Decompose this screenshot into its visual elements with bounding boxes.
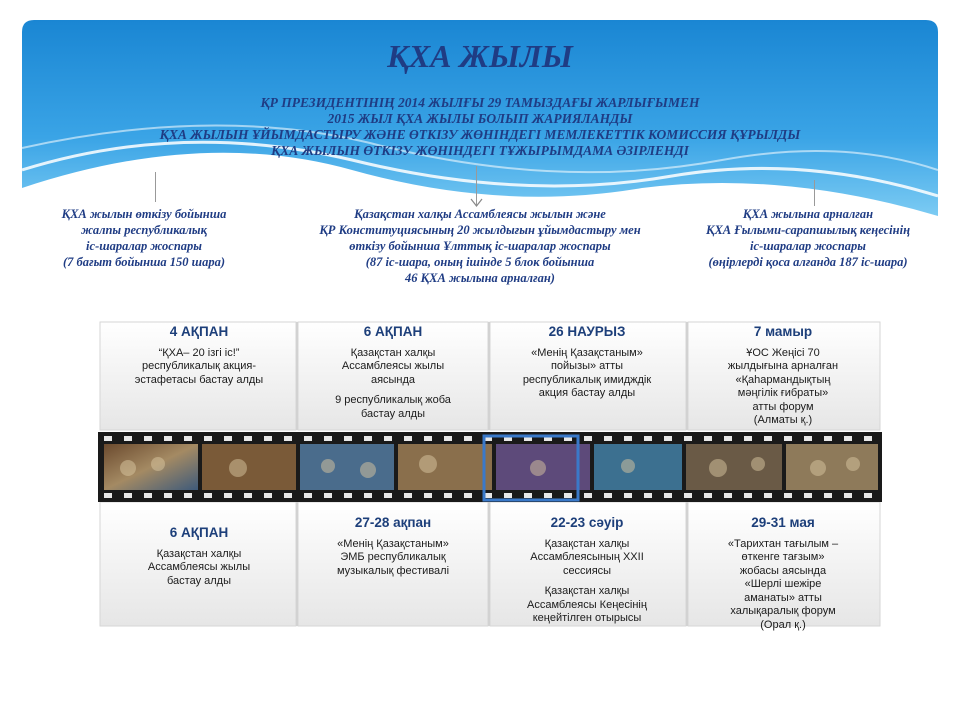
event-card <box>688 516 878 632</box>
event-card <box>492 516 682 626</box>
connector-line <box>814 180 815 206</box>
event-date: 22-23 сәуір <box>550 515 624 530</box>
event-text: «Тарихтан тағылым – <box>727 537 839 550</box>
event-card <box>492 325 682 401</box>
event-card <box>104 526 294 588</box>
event-text: акция бастау алды <box>538 387 636 399</box>
plan-line: Қазақстан халқы Ассамблеясы жылын және <box>354 207 606 221</box>
plan-line: іс-шаралар жоспары <box>750 239 866 253</box>
event-text: (Орал қ.) <box>760 618 806 631</box>
subtitle-line: ҚР ПРЕЗИДЕНТІНІҢ 2014 ЖЫЛҒЫ 29 ТАМЫЗДАҒЫ ЖАРЛЫҒЫМЕН <box>260 95 700 110</box>
event-text: «Менің Қазақстаным» <box>531 346 643 359</box>
event-text: бастау алды <box>167 574 231 587</box>
page-title: ҚХА ЖЫЛЫ <box>387 38 573 74</box>
event-text: бастау алды <box>361 407 425 420</box>
event-text: жылдығына арналған <box>727 360 839 372</box>
event-date: 4 АҚПАН <box>169 324 229 339</box>
event-text: мәңгілік ғибраты» <box>737 387 829 399</box>
event-text: халықаралық форум <box>730 605 836 617</box>
connector-line <box>155 172 156 202</box>
event-text: пойызы» атты <box>550 360 624 372</box>
event-text: Ассамблеясының XXII <box>530 551 644 563</box>
subtitle-block <box>60 95 900 159</box>
event-text: Қазақстан халқы <box>350 346 436 359</box>
event-date: 27-28 ақпан <box>354 515 432 530</box>
plan-right <box>678 206 938 270</box>
spacer <box>298 387 488 394</box>
event-text: музыкалық фестивалі <box>336 564 450 577</box>
event-text: Ассамблеясы жылы <box>147 561 251 573</box>
event-text: Қазақстан халқы <box>156 547 242 560</box>
event-text: кеңейтілген отырысы <box>532 612 642 624</box>
event-date: 6 АҚПАН <box>363 324 423 339</box>
event-date: 7 мамыр <box>753 324 813 339</box>
plan-line: (7 бағыт бойынша 150 шара) <box>62 255 226 269</box>
event-date: 6 АҚПАН <box>169 525 229 540</box>
plan-line: жалпы республикалық <box>81 223 207 237</box>
spacer <box>492 578 682 585</box>
event-text: аясында <box>370 373 416 386</box>
event-text: “ҚХА– 20 ізгі іс!” <box>158 346 240 359</box>
subtitle-line: ҚХА ЖЫЛЫН ҰЙЫМДАСТЫРУ ЖӘНЕ ӨТКІЗУ ЖӨНІНДЕГІ МЕМЛЕКЕТТІК КОМИССИЯ ҚҰРЫЛДЫ <box>159 127 801 142</box>
plan-left <box>24 206 264 270</box>
event-text: эстафетасы бастау алды <box>134 373 264 386</box>
event-card <box>298 325 488 421</box>
event-text: аманаты» атты <box>744 591 822 604</box>
plan-center <box>268 206 692 286</box>
event-text: республикалық акция- <box>141 360 257 372</box>
event-card <box>298 516 488 578</box>
plan-line: (өңірлерді қоса алғанда 187 іс-шара) <box>708 255 908 269</box>
plan-line: 46 ҚХА жылына арналған) <box>405 271 555 285</box>
event-text: Қазақстан халқы <box>544 585 630 597</box>
event-text: өткенге тағзым» <box>741 551 825 563</box>
event-text: ЭМБ республикалық <box>340 551 446 563</box>
plan-line: (87 іс-шара, оның ішінде 5 блок бойынша <box>365 255 595 269</box>
event-date: 29-31 мая <box>751 515 815 530</box>
event-text: жобасы аясында <box>739 564 827 577</box>
event-date: 26 НАУРЫЗ <box>548 324 626 339</box>
event-text: атты форум <box>752 400 814 413</box>
subtitle-line: ҚХА ЖЫЛЫН ӨТКІЗУ ЖӨНІНДЕГІ ТҰЖЫРЫМДАМА ӘЗІРЛЕНДІ <box>271 143 689 158</box>
event-text: ҰОС Жеңісі 70 <box>746 346 820 359</box>
plan-line: ҚХА жылына арналған <box>742 207 874 221</box>
event-text: Ассамблеясы Кеңесінің <box>527 598 647 611</box>
event-text: «Шерлі шежіре <box>744 578 822 590</box>
event-text: республикалық имидждік <box>522 373 652 386</box>
event-text: сессиясы <box>562 564 612 577</box>
event-text: «Қаһармандықтың <box>735 373 831 386</box>
event-text: «Менің Қазақстаным» <box>337 537 449 550</box>
plan-line: ҚХА жылын өткізу бойынша <box>61 207 227 221</box>
event-text: 9 республикалық жоба <box>335 394 451 406</box>
event-card <box>688 325 878 428</box>
event-text: Қазақстан халқы <box>544 537 630 550</box>
event-text: Ассамблеясы жылы <box>341 360 445 372</box>
plan-line: іс-шаралар жоспары <box>86 239 202 253</box>
plan-line: өткізу бойынша Ұлттық іс-шаралар жоспары <box>349 239 611 253</box>
event-text: (Алматы қ.) <box>753 414 813 426</box>
plan-line: ҚР Конституциясының 20 жылдығын ұйымдастыру мен <box>319 223 641 237</box>
subtitle-line: 2015 ЖЫЛ ҚХА ЖЫЛЫ БОЛЫП ЖАРИЯЛАНДЫ <box>327 111 633 126</box>
event-card <box>104 325 294 387</box>
plan-line: ҚХА Ғылыми-сарапшылық кеңесінің <box>705 223 911 237</box>
